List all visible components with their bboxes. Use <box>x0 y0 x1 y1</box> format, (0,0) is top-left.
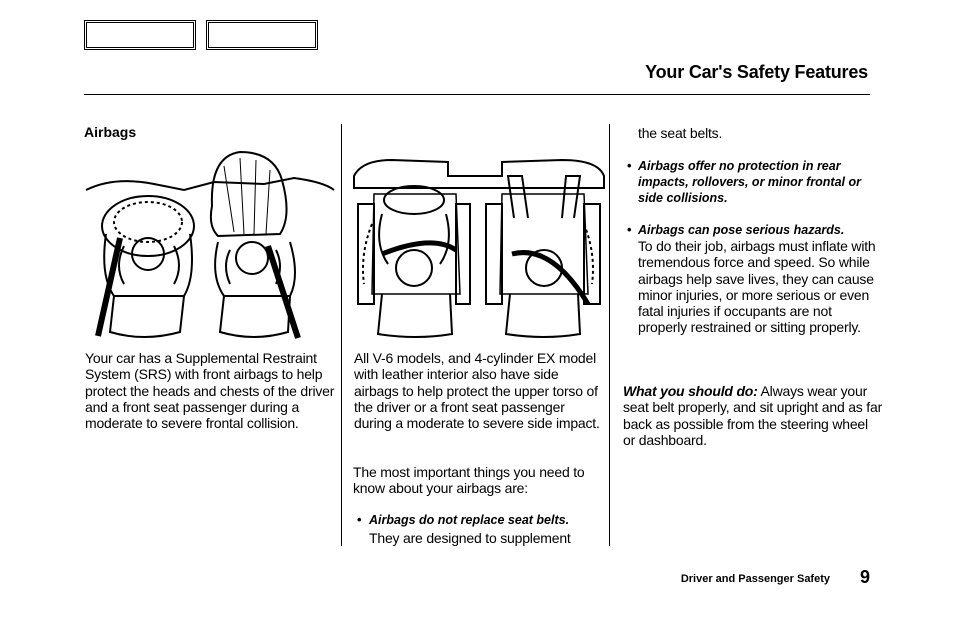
section-heading: Airbags <box>84 124 137 140</box>
important-things-paragraph: The most important things you need to know about your airbags are: <box>353 464 585 497</box>
bullet-icon: • <box>357 512 362 527</box>
intro-paragraph: Your car has a Supplemental Restraint System (SRS) with front airbags to help protect the heads and chests of the driver and a front seat passenger during a moderate to severe frontal collision. <box>85 350 335 432</box>
bullet-icon: • <box>627 222 632 237</box>
side-airbags-illustration <box>352 154 606 340</box>
bullet-heading-seat-belts: Airbags do not replace seat belts. <box>369 513 570 527</box>
what-label: What you should do: <box>623 383 758 399</box>
what-body: Always wear your seat belt properly, and sit upright and as far back as possible from the steering wheel or dashboard. <box>623 383 883 448</box>
nav-button-2[interactable] <box>206 20 318 50</box>
bullet-body-seat-belts: They are designed to supplement <box>369 530 571 546</box>
bullet-icon: • <box>627 158 632 173</box>
side-airbag-paragraph: All V-6 models, and 4-cylinder EX model with leather interior also have side airbags to help protect the upper torso of the driver or a front seat passenger during a moderate to severe side impact. <box>354 350 600 432</box>
front-airbags-illustration <box>84 146 336 342</box>
title-rule <box>84 94 870 95</box>
column-divider-2 <box>609 124 610 546</box>
column-divider-1 <box>341 124 342 546</box>
footer-section-label: Driver and Passenger Safety <box>680 573 830 585</box>
nav-button-1[interactable] <box>84 20 196 50</box>
bullet-heading-no-protection: Airbags offer no protection in rear impacts, rollovers, or minor frontal or side collisions. <box>638 159 861 205</box>
page-number: 9 <box>859 567 870 587</box>
bullet-body-hazards: To do their job, airbags must inflate with tremendous force and speed. So while airbags help save lives, they can cause minor injuries, or more serious or even fatal injuries if occupants are not properly restrained or sitting properly. <box>638 238 876 336</box>
bullet-heading-hazards: Airbags can pose serious hazards. <box>638 223 845 237</box>
continuation-text: the seat belts. <box>638 125 723 141</box>
what-you-should-do <box>623 383 883 448</box>
page-title: Your Car's Safety Features <box>645 62 868 82</box>
